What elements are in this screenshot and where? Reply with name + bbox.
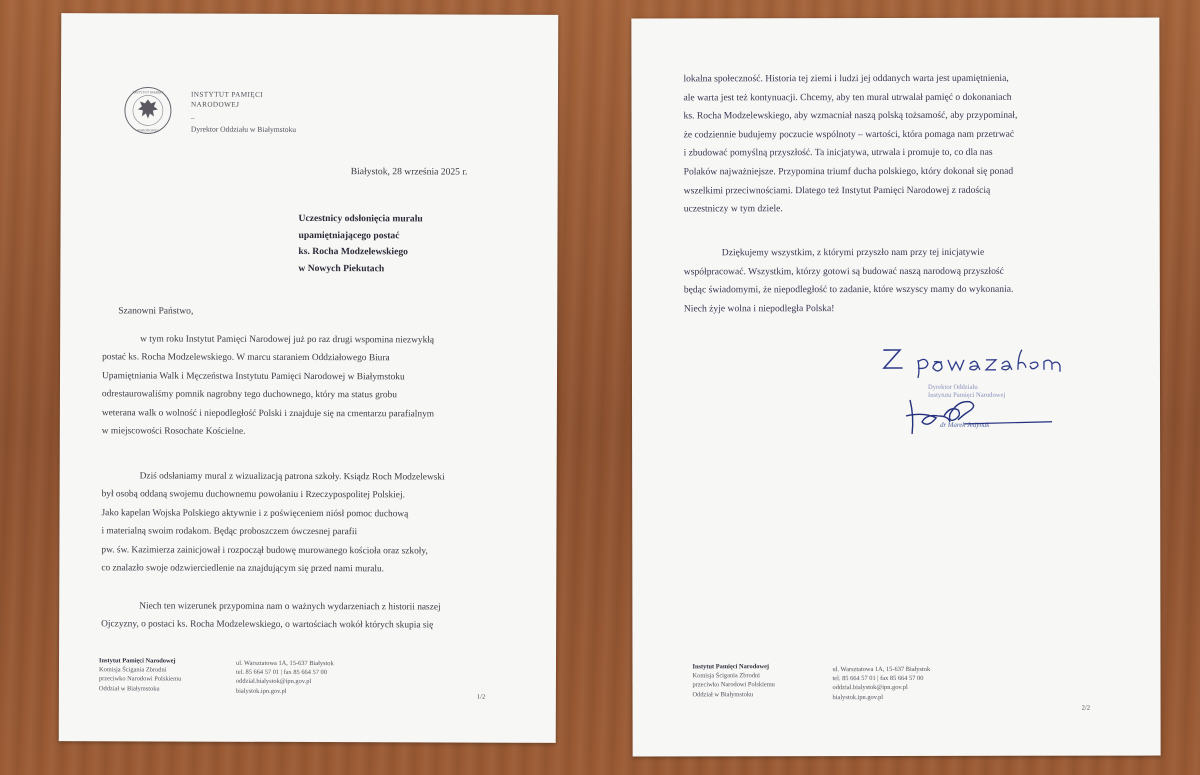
paragraph-continuation: lokalna społeczność. Historia tej ziemi i ludzi jej oddanych warta jest upamiętnienia, ale warta jest też kontynuacji. Chcemy, aby ten mural utrwalał pamięć o dokonaniach ks. Rocha Modzelewskiego, aby wzmacniał naszą polską tożsamość, aby przypominał, że codziennie budujemy poczucie wspólnoty – wartości, która pomaga nam przetrwać i zbudować pomyślną przyszłość. Ta inicjatywa, utrwala i promuje to, co dla nas Polaków najważniejsze. Przypomina triumf ducha polskiego, który dokonał się ponad wszelkimi przeciwnościami. Dlatego też Instytut Pamięci Narodowej z radością uczestniczy w tym dziele. <box>683 72 1018 215</box>
footer-right: ul. Warsztatowa 1A, 15-637 Białystok tel. 85 664 57 01 | fax 85 664 57 00 oddzial.bialystok@ipn.gov.pl bialystok.ipn.gov.pl <box>235 659 334 695</box>
svg-text:INSTYTUT PAMIĘCI: INSTYTUT PAMIĘCI <box>132 90 164 95</box>
paragraph-3: Niech ten wizerunek przypomina nam o ważnych wydarzeniach z historii naszej Ojczyzny, o postaci ks. Rocha Modzelewskiego, o wartościach wokół których skupia się <box>101 601 441 631</box>
page-number: 1/2 <box>476 693 486 701</box>
stamp-title: Dyrektor Oddziału Instytutu Pamięci Narodowej <box>927 383 1006 400</box>
addressee-block: Uczestnicy odsłonięcia muralu upamiętniającego postać ks. Rocha Modzelewskiego w Nowych Piekutach <box>298 212 423 274</box>
director-title: Dyrektor Oddziału w Białymstoku <box>190 124 297 134</box>
letter-page-1 <box>59 13 559 743</box>
svg-text:NARODOWEJ: NARODOWEJ <box>137 128 159 133</box>
paragraph-thanks: Dziękujemy wszystkim, z którymi przyszło nam przy tej inicjatywie współpracować. Wszystkim, którzy gotowi są budować naszą narodową przyszłość będąc świadomymi, że niepodległość to zadanie, które wszyscy mamy do wykonania. Niech żyje wolna i niepodległa Polska! <box>683 246 1014 315</box>
footer-left: Instytut Pamięci Narodowej Komisja Ścigania Zbrodni przeciwko Narodowi Polskiemu Oddział w Białymstoku <box>98 657 182 693</box>
letter-page-2 <box>631 18 1160 757</box>
paragraph-2: Dziś odsłaniamy mural z wizualizacją patrona szkoły. Ksiądz Roch Modzelewski był osobą oddaną swojemu duchownemu powołaniu i Rzeczypospolitej Polskiej. Jako kapelan Wojska Polskiego aktywnie i z poświęceniem niósł pomoc duchową i materialną swoim rodakom. Będąc proboszczem ówczesnej parafii pw. św. Kazimierza zainicjował i rozpoczął budowę murowanego kościoła oraz szkoły, co znalazło swoje odzwierciedlenie na znajdującym się przed nami muralu. <box>101 471 445 575</box>
signature <box>904 383 1054 442</box>
handwritten-closing <box>878 342 1078 382</box>
salutation: Szanowni Państwo, <box>118 305 194 317</box>
page-number: 2/2 <box>1081 704 1091 712</box>
footer-right: ul. Warsztatowa 1A, 15-637 Białystok tel. 85 664 57 01 | fax 85 664 57 00 oddzial.bialystok@ipn.gov.pl bialystok.ipn.gov.pl <box>832 665 931 701</box>
signatory-name: dr Marek Jedynak <box>940 421 990 429</box>
paragraph-1: w tym roku Instytut Pamięci Narodowej już po raz drugi wspomina niezwykłą postać ks. Rocha Modzelewskiego. W marcu staraniem Oddziałowego Biura Upamiętniania Walk i Męczeństwa Instytutu Pamięci Narodowej w Białymstoku odrestaurowaliśmy pomnik nagrobny tego duchownego, który ma status grobu weterana walk o wolność i niepodległość Polski i znajduje się na cmentarzu parafialnym w miejscowości Rosochate Kościelne. <box>101 334 435 437</box>
letter-date: Białystok, 28 września 2025 r. <box>350 166 468 178</box>
header-dash: – <box>190 113 195 123</box>
footer-left: Instytut Pamięci Narodowej Komisja Ścigania Zbrodni przeciwko Narodowi Polskiemu Oddział w Białymstoku <box>692 663 775 698</box>
institution-name: INSTYTUT PAMIĘCI NARODOWEJ <box>190 90 264 109</box>
eagle-emblem-icon <box>123 85 173 135</box>
